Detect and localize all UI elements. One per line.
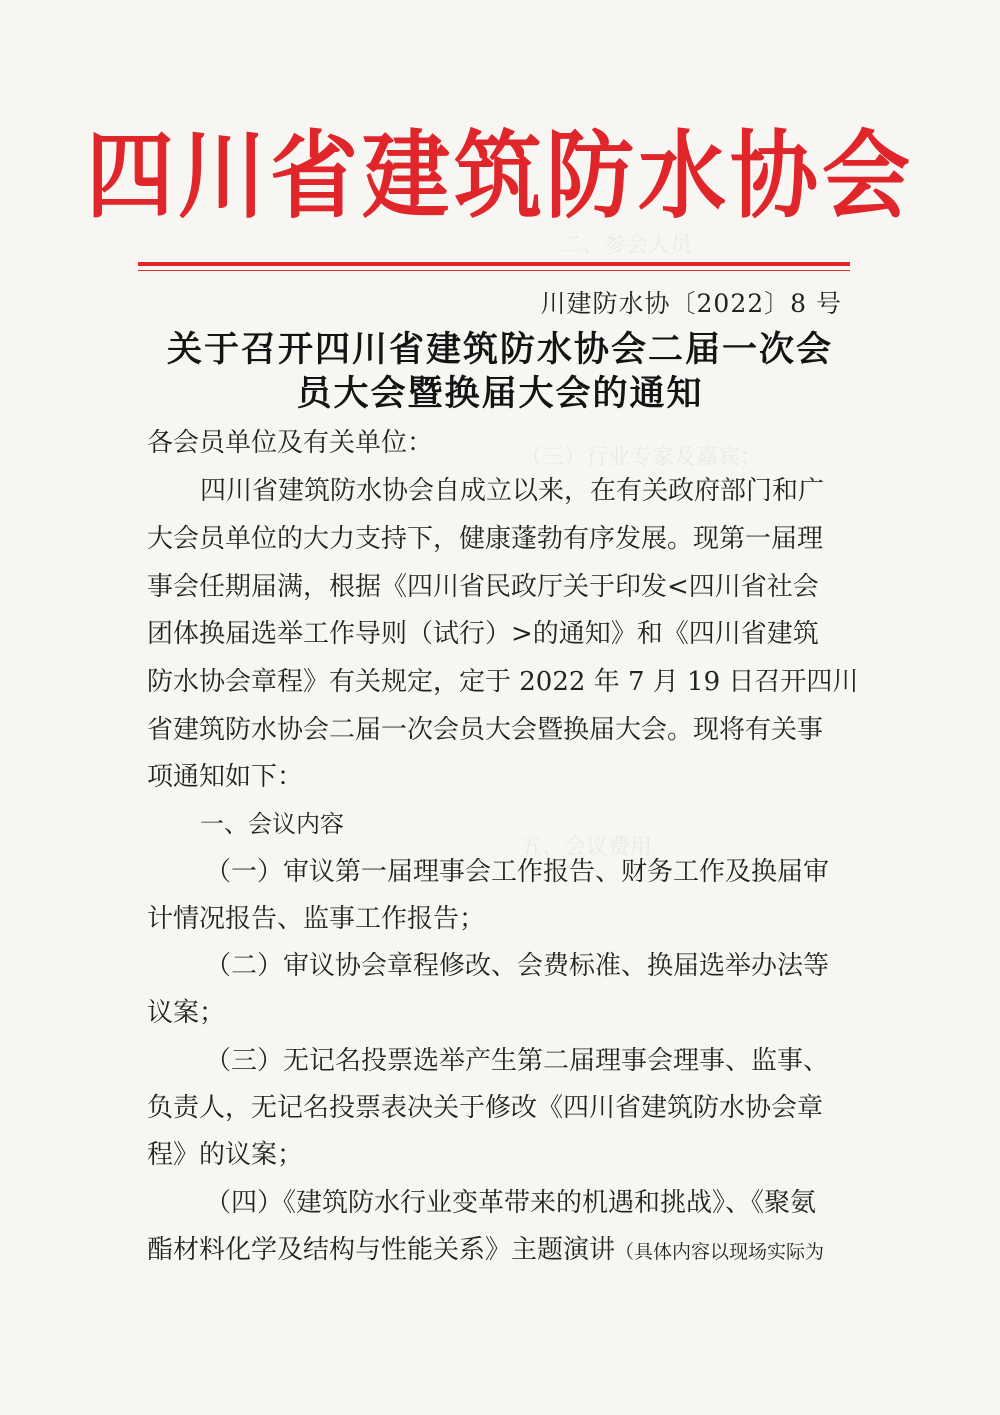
document-title-line-1: 关于召开四川省建筑防水协会二届一次会 <box>166 330 833 370</box>
paragraph-line: 防水协会章程》有关规定，定于 2022 年 7 月 19 日召开四川 <box>147 667 859 697</box>
document-number: 川建防水协〔2022〕8 号 <box>540 289 842 318</box>
list-item-line: （三）无记名投票选举产生第二届理事会理事、监事、 <box>205 1046 830 1076</box>
letterhead-rule-thick <box>138 262 850 266</box>
list-item-line: 程》的议案； <box>147 1140 304 1170</box>
paragraph-line: 四川省建筑防水协会自成立以来，在有关政府部门和广 <box>200 476 825 506</box>
list-item-line: （四）《建筑防水行业变革带来的机遇和挑战》、《聚氨 <box>205 1188 817 1218</box>
salutation: 各会员单位及有关单位： <box>147 428 434 458</box>
list-item-line: （一）审议第一届理事会工作报告、财务工作及换届审 <box>205 857 830 887</box>
section-heading: 一、会议内容 <box>200 810 344 838</box>
document-title-line-2: 员大会暨换届大会的通知 <box>296 374 704 414</box>
paragraph-line: 省建筑防水协会二届一次会员大会暨换届大会。现将有关事 <box>147 715 824 745</box>
paragraph-line: 事会任期届满，根据《四川省民政厅关于印发<四川省社会 <box>147 572 819 602</box>
list-item-line: 计情况报告、监事工作报告； <box>147 904 486 934</box>
list-item-line: 负责人，无记名投票表决关于修改《四川省建筑防水协会章 <box>147 1093 824 1123</box>
bleed-through-text: 二、参会人员 <box>560 233 693 258</box>
list-item-text: 酯材料化学及结构与性能关系》主题演讲 <box>147 1235 616 1265</box>
paragraph-line: 团体换届选举工作导则（试行）>的通知》和《四川省建筑 <box>147 619 819 649</box>
bleed-through-text: （三）行业专家及嘉宾； <box>520 445 763 470</box>
bleed-through-text: 五、会议费用 <box>520 835 653 860</box>
paragraph-line: 大会员单位的大力支持下，健康蓬勃有序发展。现第一届理 <box>147 524 824 554</box>
letterhead-rule-thin <box>138 270 850 271</box>
list-item-line: 议案； <box>147 998 226 1028</box>
list-item-line <box>147 1229 824 1266</box>
list-item-note: （具体内容以现场实际为 <box>615 1241 825 1263</box>
list-item-line: （二）审议协会章程修改、会费标准、换届选举办法等 <box>205 951 830 981</box>
paragraph-line: 项通知如下： <box>147 762 304 792</box>
organization-letterhead: 四川省建筑防水协会 <box>85 119 914 232</box>
